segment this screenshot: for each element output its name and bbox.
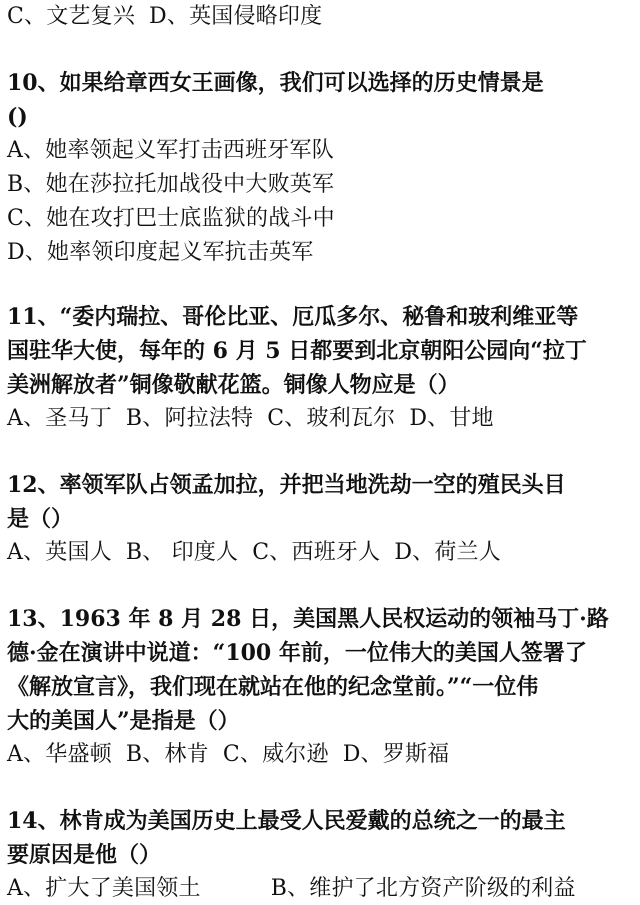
question-10-option-d: D、她率领印度起义军抗击英军 — [7, 240, 314, 265]
question-10-option-c: C、她在攻打巴士底监狱的战斗中 — [7, 206, 335, 231]
option-c: C、文艺复兴 — [7, 4, 136, 29]
top-options-row — [7, 2, 322, 32]
question-11-option-c: C、玻利瓦尔 — [267, 406, 396, 431]
question-11-option-b: B、阿拉法特 — [125, 406, 254, 431]
question-14-option-a: A、扩大了美国领土 — [7, 876, 201, 901]
question-13-option-c: C、威尔逊 — [222, 742, 329, 767]
question-13-line-3: 《解放宣言》，我们现在就站在他的纪念堂前。”“一位伟 — [7, 674, 539, 700]
question-13-options — [7, 740, 449, 770]
question-10-option-a: A、她率领起义军打击西班牙军队 — [7, 138, 334, 163]
question-12-line-2: 是（） — [7, 506, 74, 532]
question-13-line-4: 大的美国人”是指是（） — [7, 708, 240, 734]
question-13-line-2: 德·金在演讲中说道：“100 年前，一位伟大的美国人签署了 — [7, 640, 587, 666]
question-14-option-b: B、维护了北方资产阶级的利益 — [270, 876, 576, 901]
question-14-line-1: 14、林肯成为美国历史上最受人民爱戴的总统之一的最主 — [7, 808, 566, 834]
question-12-options — [7, 538, 501, 568]
question-12-option-c: C、西班牙人 — [252, 540, 381, 565]
question-11-options — [7, 404, 494, 434]
question-10-text: 10、如果给章西女王画像，我们可以选择的历史情景是 — [7, 70, 544, 96]
question-10-blank: () — [7, 104, 28, 130]
question-11-line-1: 11、“委内瑞拉、哥伦比亚、厄瓜多尔、秘鲁和玻利维亚等 — [7, 304, 579, 330]
question-12-option-b: B、 印度人 — [125, 540, 239, 565]
question-11-option-a: A、圣马丁 — [7, 406, 112, 431]
question-10-option-b: B、她在莎拉托加战役中大败英军 — [7, 172, 335, 197]
question-13-option-d: D、罗斯福 — [342, 742, 450, 767]
question-11-option-d: D、甘地 — [409, 406, 494, 431]
question-11-line-3: 美洲解放者”铜像敬献花篮。铜像人物应是（） — [7, 372, 460, 398]
question-14-options — [7, 874, 576, 904]
question-12-option-a: A、英国人 — [7, 540, 112, 565]
question-13-option-b: B、林肯 — [125, 742, 209, 767]
option-d: D、英国侵略印度 — [149, 4, 323, 29]
question-13-option-a: A、华盛顿 — [7, 742, 112, 767]
question-13-line-1: 13、1963 年 8 月 28 日，美国黑人民权运动的领袖马丁·路 — [7, 606, 609, 632]
question-11-line-2: 国驻华大使，每年的 6 月 5 日都要到北京朝阳公园向“拉丁 — [7, 338, 587, 364]
question-14-line-2: 要原因是他（） — [7, 842, 162, 868]
question-12-line-1: 12、率领军队占领孟加拉，并把当地洗劫一空的殖民头目 — [7, 472, 566, 498]
question-12-option-d: D、荷兰人 — [394, 540, 501, 565]
